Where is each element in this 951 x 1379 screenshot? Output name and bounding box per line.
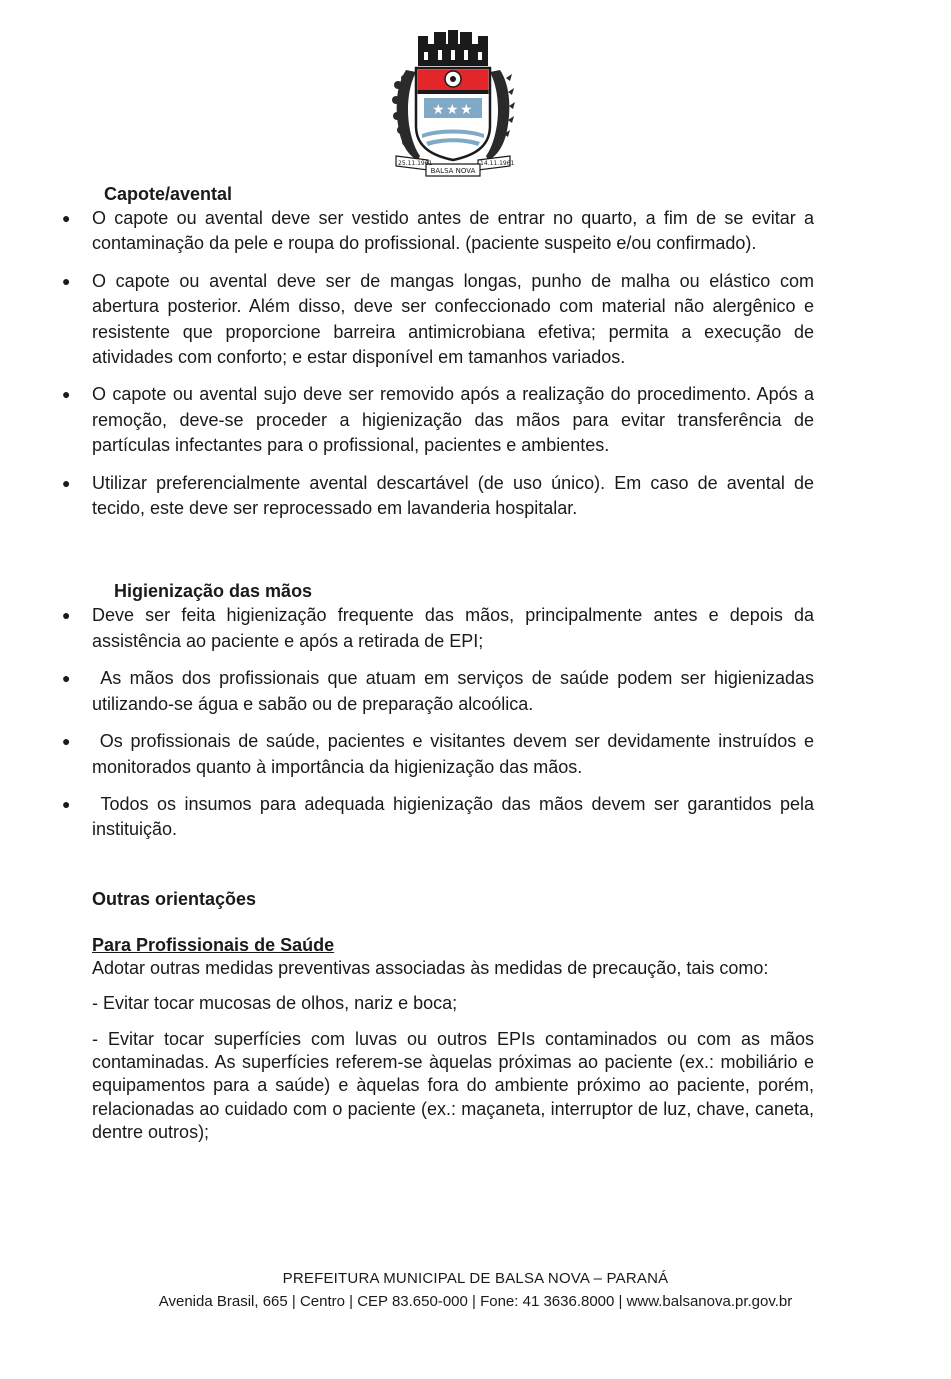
svg-text:★: ★: [460, 102, 473, 118]
list-item: ● O capote ou avental sujo deve ser removido após a realização do procedimento. Após a remoção, deve-se proceder a higienização das mãos para evitar transferência de partículas infectantes para o profissional, pacientes e ambientes.: [62, 384, 814, 456]
castle-crown-icon: [418, 30, 488, 66]
list-item: ● Os profissionais de saúde, pacientes e visitantes devem ser devidamente instruídos e monitorados quanto à importância da higienização das mãos.: [62, 731, 814, 777]
list-item: ● Todos os insumos para adequada higienização das mãos devem ser garantidos pela instituição.: [62, 793, 814, 840]
list-item: ● Utilizar preferencialmente avental descartável (de uso único). Em caso de avental de tecido, este deve ser reprocessado em lavanderia hospitalar.: [62, 472, 814, 519]
footer-address: Avenida Brasil, 665 | Centro | CEP 83.650-000 | Fone: 41 3636.8000 | www.balsanova.pr.gov.br: [158, 1293, 793, 1310]
ribbon-left-date: 25.11.1961: [398, 160, 433, 167]
bullet-icon: ●: [62, 474, 71, 491]
bullet-icon: ●: [62, 795, 71, 812]
bullet-icon: ●: [62, 210, 71, 226]
shield-icon: [416, 68, 490, 160]
section-title-maos: Higienização das mãos: [114, 581, 313, 602]
list-item: - Evitar tocar superfícies com luvas ou outros EPIs contaminados ou com as mãos contaminadas. As superfícies referem-se àquelas próximas ao paciente (ex.: mobiliário e equipamentos para a saúde) e àquelas fora do ambiente próximo ao paciente, porém, relacionadas ao cuidado com o paciente (ex.: maçaneta, interruptor de luz, chave, caneta, dentre outros);: [92, 1028, 814, 1143]
section-title-outras: Outras orientações: [92, 888, 257, 909]
capote-list: [62, 206, 814, 521]
list-item: ● O capote ou avental deve ser vestido antes de entrar no quarto, a fim de se evitar a contaminação da pele e roupa do profissional. (paciente suspeito e/ou confirmado).: [62, 208, 814, 254]
bullet-icon: ●: [62, 272, 71, 289]
svg-text:★: ★: [432, 102, 445, 118]
list-item: ● As mãos dos profissionais que atuam em serviços de saúde podem ser higienizadas utilizando-se água e sabão ou de preparação alcoólica.: [62, 668, 814, 714]
municipal-crest-logo: [388, 30, 518, 180]
bullet-icon: ●: [62, 670, 71, 687]
subsection-title-profissionais: Para Profissionais de Saúde: [92, 934, 335, 955]
maos-list: [62, 603, 814, 842]
footer-institution: PREFEITURA MUNICIPAL DE BALSA NOVA – PARANÁ: [282, 1270, 669, 1287]
ribbon-right-date: 14.11.1961: [480, 160, 515, 167]
svg-text:★: ★: [446, 102, 459, 118]
bullet-icon: ●: [62, 733, 71, 750]
list-item: - Evitar tocar mucosas de olhos, nariz e boca;: [92, 993, 458, 1014]
intro-paragraph: Adotar outras medidas preventivas associadas às medidas de precaução, tais como:: [92, 957, 769, 978]
ribbon-banner-text: BALSA NOVA: [430, 167, 476, 175]
list-item: ● Deve ser feita higienização frequente das mãos, principalmente antes e depois da assistência ao paciente e após a retirada de EPI;: [62, 605, 814, 651]
list-item: ● O capote ou avental deve ser de mangas longas, punho de malha ou elástico com abertura posterior. Além disso, deve ser confeccionado com material não alergênico e resistente que proporcione barreira antimicrobiana efetiva; permita a execução de atividades com conforto; e estar disponível em tamanhos variados.: [62, 270, 814, 368]
bullet-icon: ●: [62, 607, 71, 624]
bullet-icon: ●: [62, 386, 71, 403]
document-body: [62, 180, 814, 1157]
section-title-capote: Capote/avental: [104, 184, 233, 204]
